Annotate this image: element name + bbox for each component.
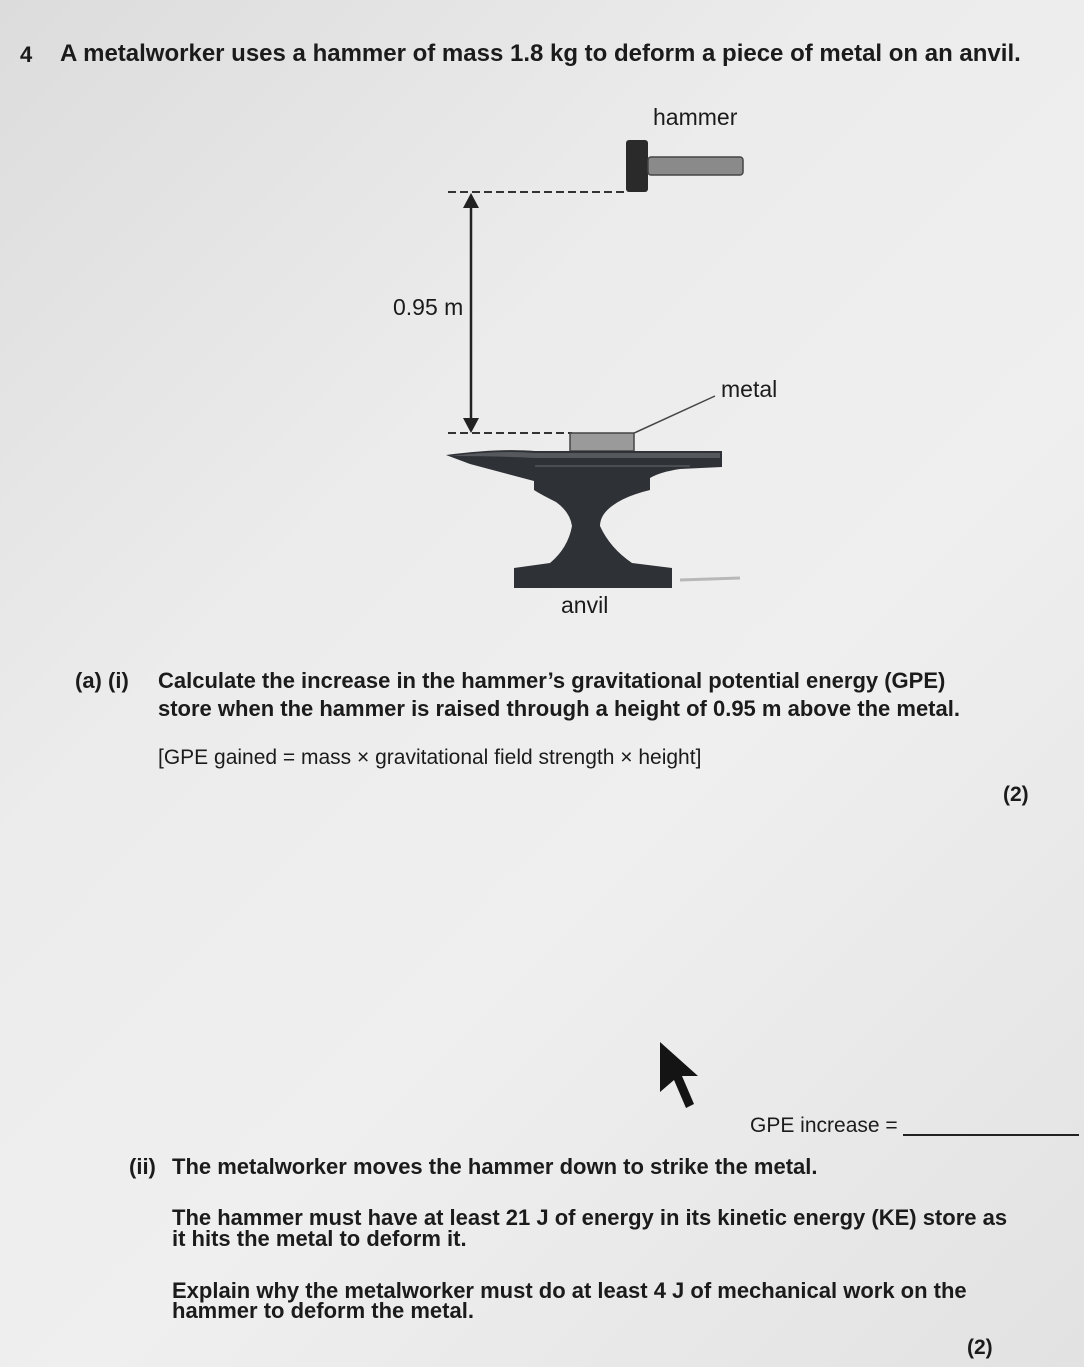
gpe-answer-label: GPE increase = <box>750 1114 898 1137</box>
anvil-icon <box>446 450 740 588</box>
part-a-i-label: (a) (i) <box>75 668 129 693</box>
hammer-label: hammer <box>653 104 738 130</box>
part-a-ii-label: (ii) <box>129 1154 156 1179</box>
part-a-ii-line1: The metalworker moves the hammer down to strike the metal. <box>172 1154 818 1179</box>
part-a-ii-line2: The hammer must have at least 21 J of energy in its kinetic energy (KE) store as <box>172 1205 1008 1230</box>
question-stem: A metalworker uses a hammer of mass 1.8 kg to deform a piece of metal on an anvil. <box>60 40 1021 67</box>
metal-label: metal <box>721 376 778 402</box>
gpe-answer-line[interactable] <box>903 1134 1079 1136</box>
part-a-i-text-line2: store when the hammer is raised through a height of 0.95 m above the metal. <box>158 696 960 721</box>
part-a-ii-line3: it hits the metal to deform it. <box>172 1226 467 1251</box>
metal-piece <box>570 433 634 451</box>
height-arrow <box>463 193 479 433</box>
anvil-label: anvil <box>561 592 609 618</box>
metal-leader-line <box>632 396 715 434</box>
height-label: 0.95 m <box>393 294 464 320</box>
part-a-ii-line5: hammer to deform the metal. <box>172 1298 474 1323</box>
hammer-icon <box>626 140 743 192</box>
marks-a-i: (2) <box>1003 783 1029 806</box>
part-a-i-text-line1: Calculate the increase in the hammer’s gravitational potential energy (GPE) <box>158 668 946 693</box>
cursor-arrow-icon <box>658 1040 702 1110</box>
part-a-ii-line4: Explain why the metalworker must do at least 4 J of mechanical work on the <box>172 1278 967 1303</box>
marks-a-ii: (2) <box>967 1336 993 1359</box>
gpe-formula: [GPE gained = mass × gravitational field strength × height] <box>158 746 702 769</box>
question-number: 4 <box>20 42 33 67</box>
hammer-anvil-diagram <box>0 0 1084 640</box>
